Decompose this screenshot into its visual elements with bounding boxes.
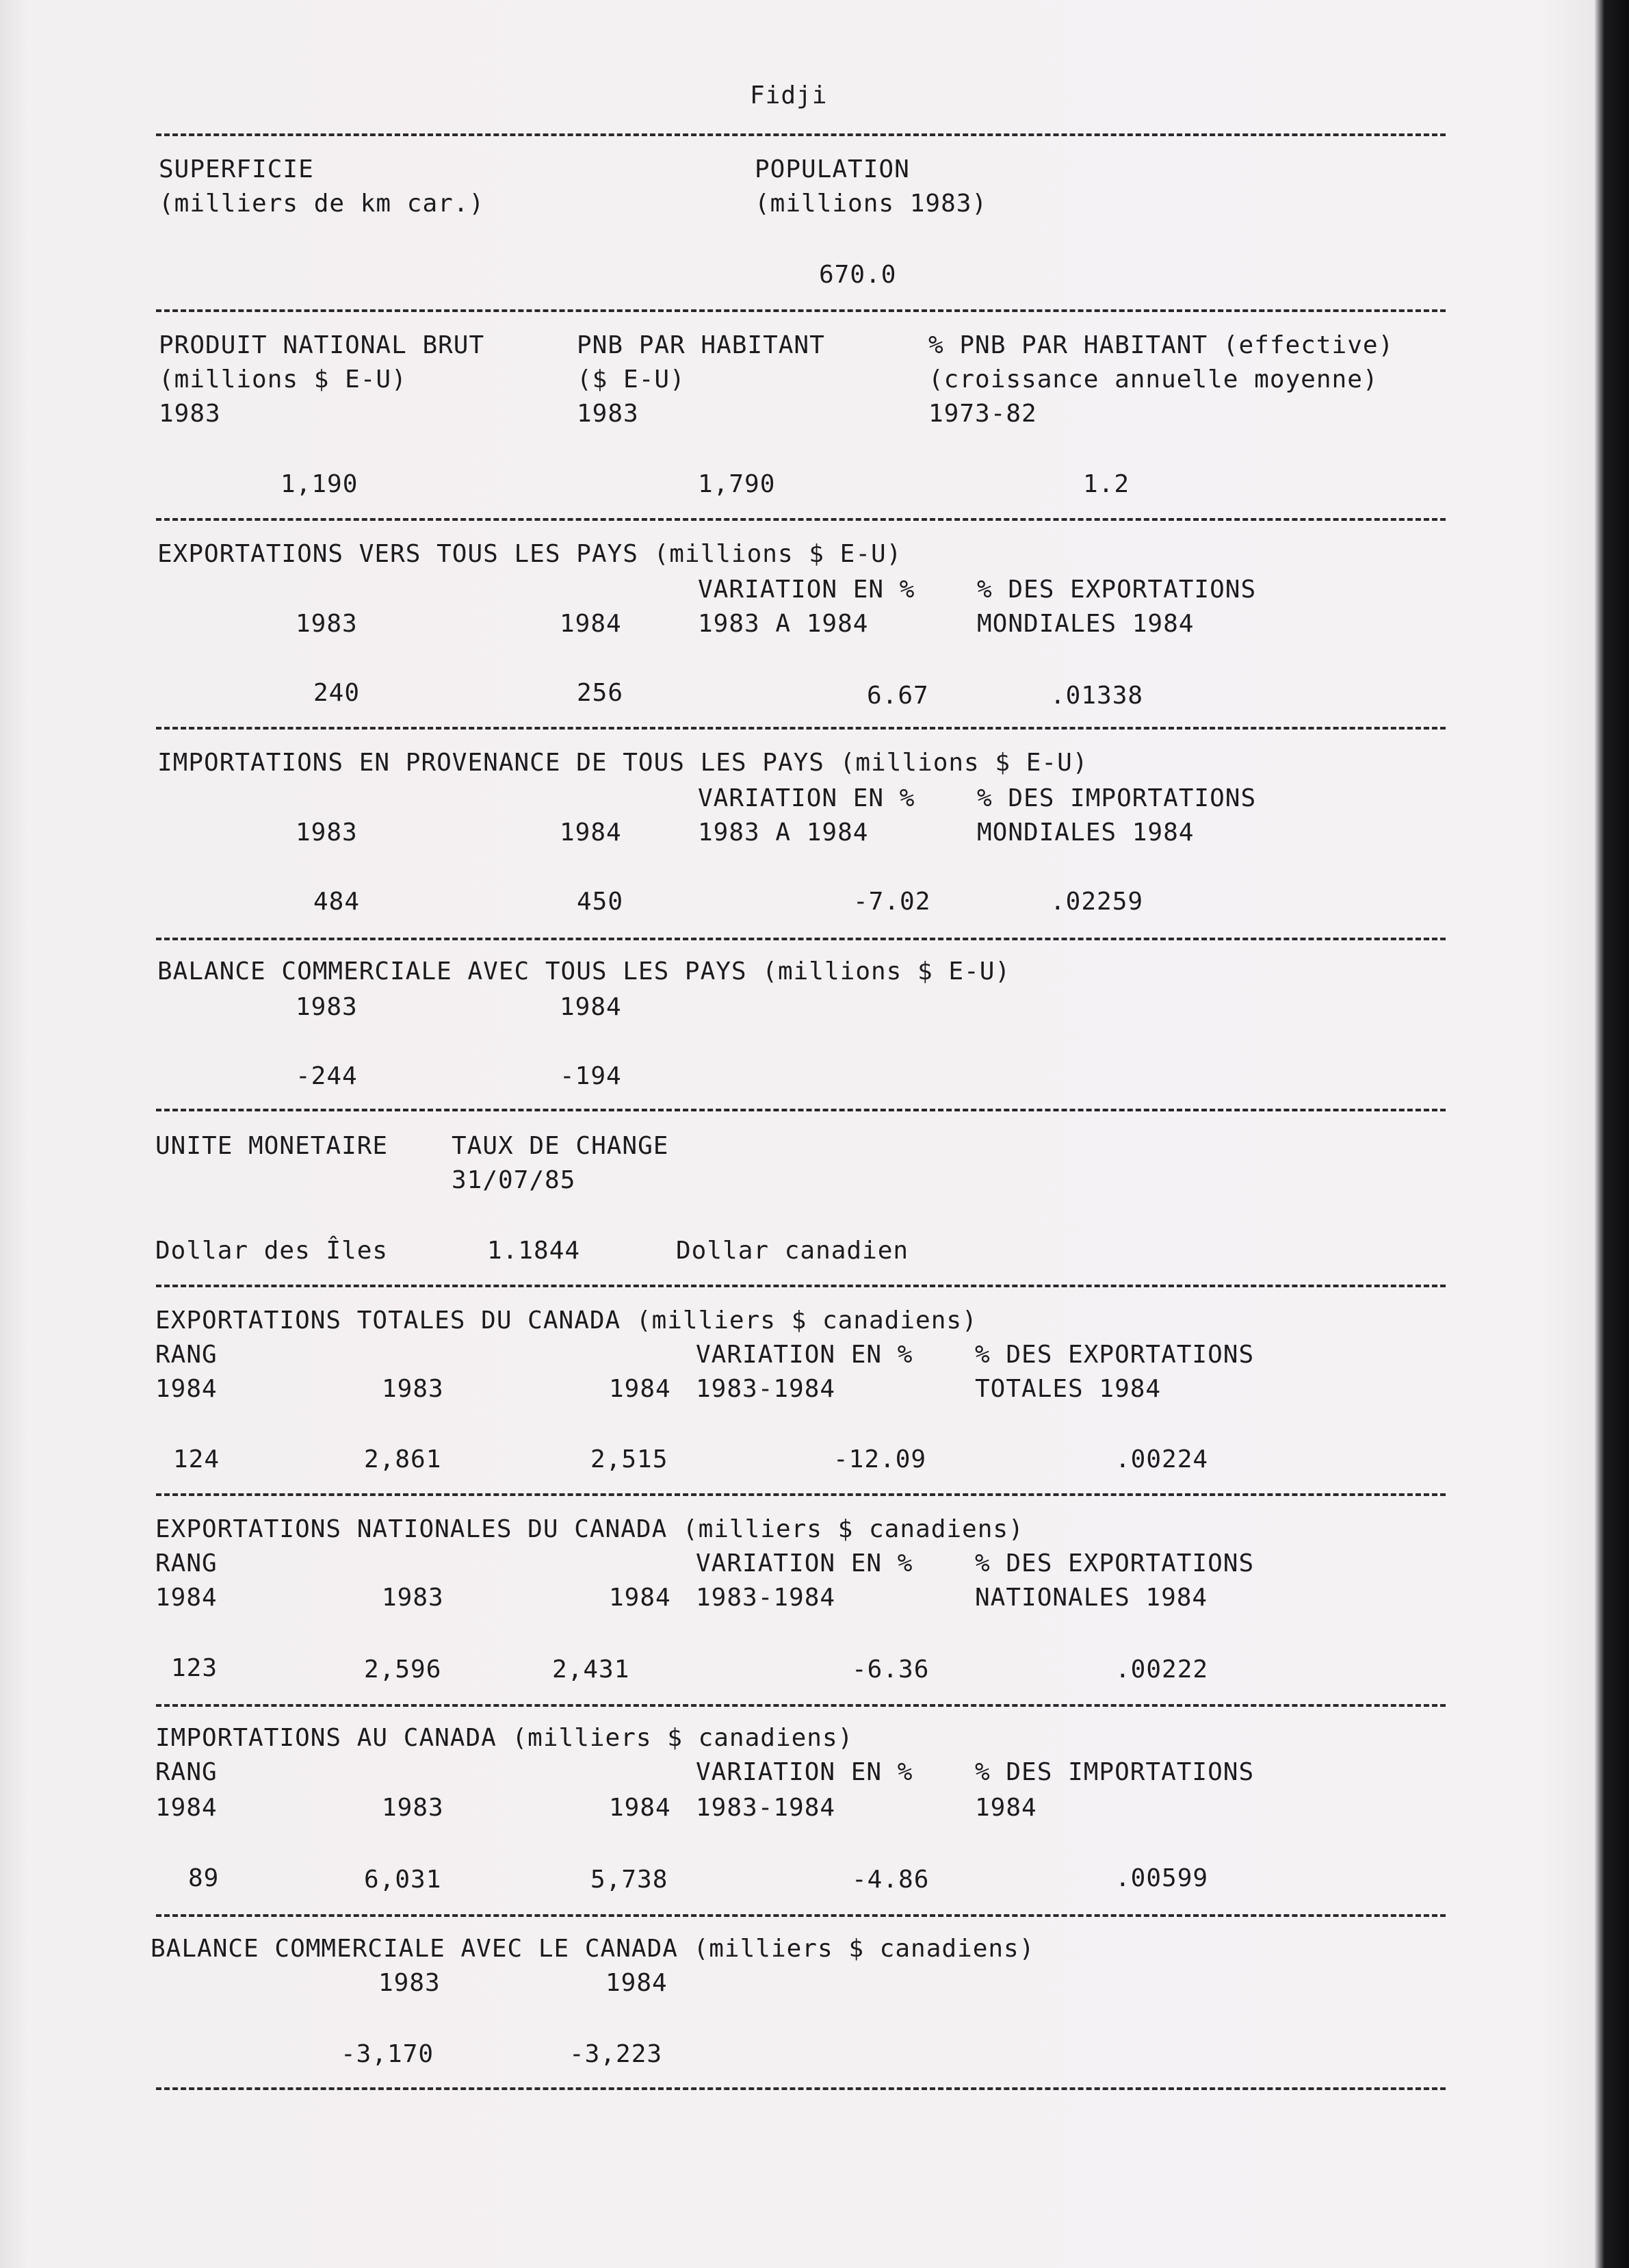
value-cell: 240 <box>313 679 361 707</box>
exchange-rate-value: 1.1844 <box>487 1237 581 1265</box>
col-header: 1983 <box>296 610 358 638</box>
divider <box>156 1285 1446 1287</box>
col-header: TOTALES 1984 <box>975 1375 1162 1403</box>
divider <box>156 2087 1446 2090</box>
col-header: MONDIALES 1984 <box>977 610 1195 638</box>
population-label: POPULATION <box>755 155 910 183</box>
currency-unit: Dollar des Îles <box>155 1237 389 1265</box>
pnb-habitant-label: PNB PAR HABITANT <box>577 331 825 359</box>
col-header: 1984 <box>609 1794 671 1822</box>
value-cell: 2,431 <box>552 1655 630 1684</box>
value-cell: 6.67 <box>867 682 929 710</box>
pnb-growth-value: 1.2 <box>1083 470 1130 498</box>
col-header: 1984 <box>975 1794 1037 1822</box>
section-title: BALANCE COMMERCIALE AVEC TOUS LES PAYS (millions $ E-U) <box>157 957 1011 985</box>
pnb-habitant-year: 1983 <box>577 400 639 428</box>
col-header: RANG <box>155 1341 218 1369</box>
superficie-label: SUPERFICIE <box>159 155 314 183</box>
value-cell: 2,515 <box>590 1445 668 1473</box>
col-header: RANG <box>155 1758 218 1786</box>
divider <box>156 1109 1446 1111</box>
col-header: RANG <box>155 1549 218 1577</box>
value-cell: 2,596 <box>364 1655 442 1684</box>
col-header: 1983-1984 <box>696 1375 836 1403</box>
value-cell: -3,223 <box>569 2040 663 2068</box>
value-cell: 5,738 <box>590 1866 668 1894</box>
section-title: EXPORTATIONS NATIONALES DU CANADA (milliers $ canadiens) <box>155 1515 1024 1543</box>
exchange-rate-date: 31/07/85 <box>452 1166 576 1194</box>
col-header: % DES EXPORTATIONS <box>975 1341 1255 1369</box>
section-title: EXPORTATIONS VERS TOUS LES PAYS (millions $ E-U) <box>157 540 902 568</box>
value-cell: 450 <box>577 888 624 916</box>
value-cell: .00222 <box>1115 1655 1209 1684</box>
pnb-growth-label: % PNB PAR HABITANT (effective) <box>928 331 1394 359</box>
divider <box>156 727 1446 730</box>
col-header: 1983 <box>296 819 358 847</box>
pnb-year: 1983 <box>159 400 221 428</box>
col-header: VARIATION EN % <box>698 784 915 812</box>
value-cell: -3,170 <box>341 2040 434 2068</box>
value-cell: -12.09 <box>833 1445 927 1473</box>
col-header: 1984 <box>609 1584 671 1612</box>
section-title: IMPORTATIONS EN PROVENANCE DE TOUS LES PAYS (millions $ E-U) <box>157 749 1089 777</box>
pnb-label: PRODUIT NATIONAL BRUT <box>159 331 485 359</box>
population-value: 670.0 <box>819 261 897 289</box>
divider <box>156 1704 1446 1707</box>
section-title: IMPORTATIONS AU CANADA (milliers $ canadiens) <box>155 1724 854 1752</box>
col-header: 1983 A 1984 <box>698 819 869 847</box>
col-header: MONDIALES 1984 <box>977 819 1195 847</box>
value-cell: 2,861 <box>364 1445 442 1473</box>
population-unit: (millions 1983) <box>755 190 988 218</box>
divider <box>156 309 1446 312</box>
divider <box>156 133 1446 136</box>
col-header: 1984 <box>155 1584 218 1612</box>
value-cell: -6.36 <box>852 1655 930 1684</box>
col-header: % DES EXPORTATIONS <box>977 576 1257 604</box>
pnb-value: 1,190 <box>281 470 359 498</box>
col-header: NATIONALES 1984 <box>975 1584 1208 1612</box>
col-header: 1984 <box>560 993 622 1021</box>
value-cell: .00599 <box>1115 1864 1209 1892</box>
section-title: EXPORTATIONS TOTALES DU CANADA (milliers $ canadiens) <box>155 1306 978 1335</box>
col-header: 1983 A 1984 <box>698 610 869 638</box>
col-header: 1983 <box>378 1969 441 1997</box>
col-header: 1984 <box>605 1969 668 1997</box>
pnb-growth-unit: (croissance annuelle moyenne) <box>928 365 1379 394</box>
reference-currency: Dollar canadien <box>676 1237 909 1265</box>
pnb-growth-period: 1973-82 <box>928 400 1037 428</box>
value-cell: .02259 <box>1050 888 1144 916</box>
col-header: 1983 <box>296 993 358 1021</box>
divider <box>156 518 1446 521</box>
col-header: VARIATION EN % <box>696 1758 913 1786</box>
divider <box>156 1914 1446 1917</box>
col-header: 1983-1984 <box>696 1584 836 1612</box>
value-cell: .01338 <box>1050 682 1144 710</box>
rank-cell: 89 <box>188 1864 220 1892</box>
divider <box>156 1493 1446 1496</box>
pnb-habitant-unit: ($ E-U) <box>577 365 686 394</box>
col-header: VARIATION EN % <box>696 1549 913 1577</box>
value-cell: -194 <box>560 1062 622 1090</box>
value-cell: 256 <box>577 679 624 707</box>
col-header: 1984 <box>155 1794 218 1822</box>
col-header: 1984 <box>560 610 622 638</box>
col-header: % DES EXPORTATIONS <box>975 1549 1255 1577</box>
value-cell: 484 <box>313 888 361 916</box>
pnb-habitant-value: 1,790 <box>698 470 776 498</box>
exchange-rate-header: TAUX DE CHANGE <box>452 1132 669 1160</box>
col-header: % DES IMPORTATIONS <box>977 784 1257 812</box>
pnb-unit: (millions $ E-U) <box>159 365 407 394</box>
col-header: % DES IMPORTATIONS <box>975 1758 1255 1786</box>
col-header: 1984 <box>155 1375 218 1403</box>
rank-cell: 124 <box>173 1445 220 1473</box>
currency-unit-header: UNITE MONETAIRE <box>155 1132 389 1160</box>
col-header: 1984 <box>609 1375 671 1403</box>
section-title: BALANCE COMMERCIALE AVEC LE CANADA (milliers $ canadiens) <box>151 1935 1035 1963</box>
col-header: 1983 <box>382 1794 444 1822</box>
col-header: 1983 <box>382 1584 444 1612</box>
value-cell: .00224 <box>1115 1445 1209 1473</box>
value-cell: 6,031 <box>364 1866 442 1894</box>
col-header: 1984 <box>560 819 622 847</box>
col-header: VARIATION EN % <box>698 576 915 604</box>
divider <box>156 938 1446 940</box>
value-cell: -4.86 <box>852 1866 930 1894</box>
value-cell: -244 <box>296 1062 358 1090</box>
superficie-unit: (milliers de km car.) <box>159 190 485 218</box>
col-header: VARIATION EN % <box>696 1341 913 1369</box>
page-title: Fidji <box>750 81 828 109</box>
value-cell: -7.02 <box>853 888 931 916</box>
col-header: 1983 <box>382 1375 444 1403</box>
col-header: 1983-1984 <box>696 1794 836 1822</box>
rank-cell: 123 <box>171 1654 218 1682</box>
